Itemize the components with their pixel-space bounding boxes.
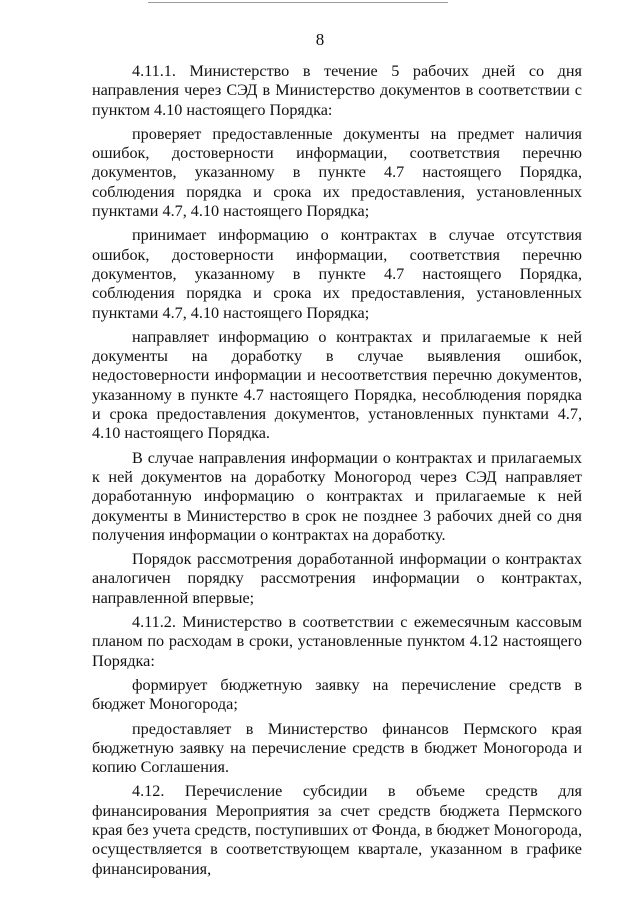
paragraph-4-11-1: 4.11.1. Министерство в течение 5 рабочих дней со дня направления через СЭД в Министерство документов в соответствии с пунктом 4.10 настоящего Порядка: [92, 62, 582, 119]
paragraph-budget-request: формирует бюджетную заявку на перечисление средств в бюджет Моногорода; [92, 675, 582, 714]
paragraph-sends-for-revision: направляет информацию о контрактах и прилагаемые к ней документы на доработку в случае выявления ошибок, недостоверности информации и несоответствия перечню документов, указанному в пункте 4.7 настоящего Порядка, несоблюдения порядка и срока предоставления документов, установленных пунктами 4.7, 4.10 настоящего Порядка. [92, 327, 582, 443]
top-rule [148, 2, 448, 3]
paragraph-checks-documents: проверяет предоставленные документы на предмет наличия ошибок, достоверности информации, соответствия перечню документов, указанному в пункте 4.7 настоящего Порядка, соблюдения порядка и срока их предоставления, установленных пунктами 4.7, 4.10 настоящего Порядка; [92, 124, 582, 221]
paragraph-revision-order: Порядок рассмотрения доработанной информации о контрактах аналогичен порядку рассмотрения информации о контрактах, направленной впервые; [92, 550, 582, 607]
page-number: 8 [315, 30, 325, 49]
document-body [92, 62, 582, 884]
paragraph-4-11-2: 4.11.2. Министерство в соответствии с ежемесячным кассовым планом по расходам в сроки, установленные пунктом 4.12 настоящего Порядка: [92, 613, 582, 670]
paragraph-submits-request: предоставляет в Министерство финансов Пермского края бюджетную заявку на перечисление средств в бюджет Моногорода и копию Соглашения. [92, 719, 582, 777]
paragraph-accepts-information: принимает информацию о контрактах в случае отсутствия ошибок, достоверности информации, соответствия перечню документов, указанному в пункте 4.7 настоящего Порядка, соблюдения порядка и срока их предоставления, установленных пунктами 4.7, 4.10 настоящего Порядка; [92, 226, 582, 322]
paragraph-4-12: 4.12. Перечисление субсидии в объеме средств для финансирования Мероприятия за счет средств бюджета Пермского края без учета средств, поступивших от Фонда, в бюджет Моногорода, осуществляется в соответствующем квартале, указанном в графике финансирования, [92, 782, 582, 878]
paragraph-revision-case: В случае направления информации о контрактах и прилагаемых к ней документов на доработку Моногород через СЭД направляет доработанную информацию о контрактах и прилагаемые к ней документы в Министерство в срок не позднее 3 рабочих дней со дня получения информации о контрактах на доработку. [92, 448, 582, 544]
